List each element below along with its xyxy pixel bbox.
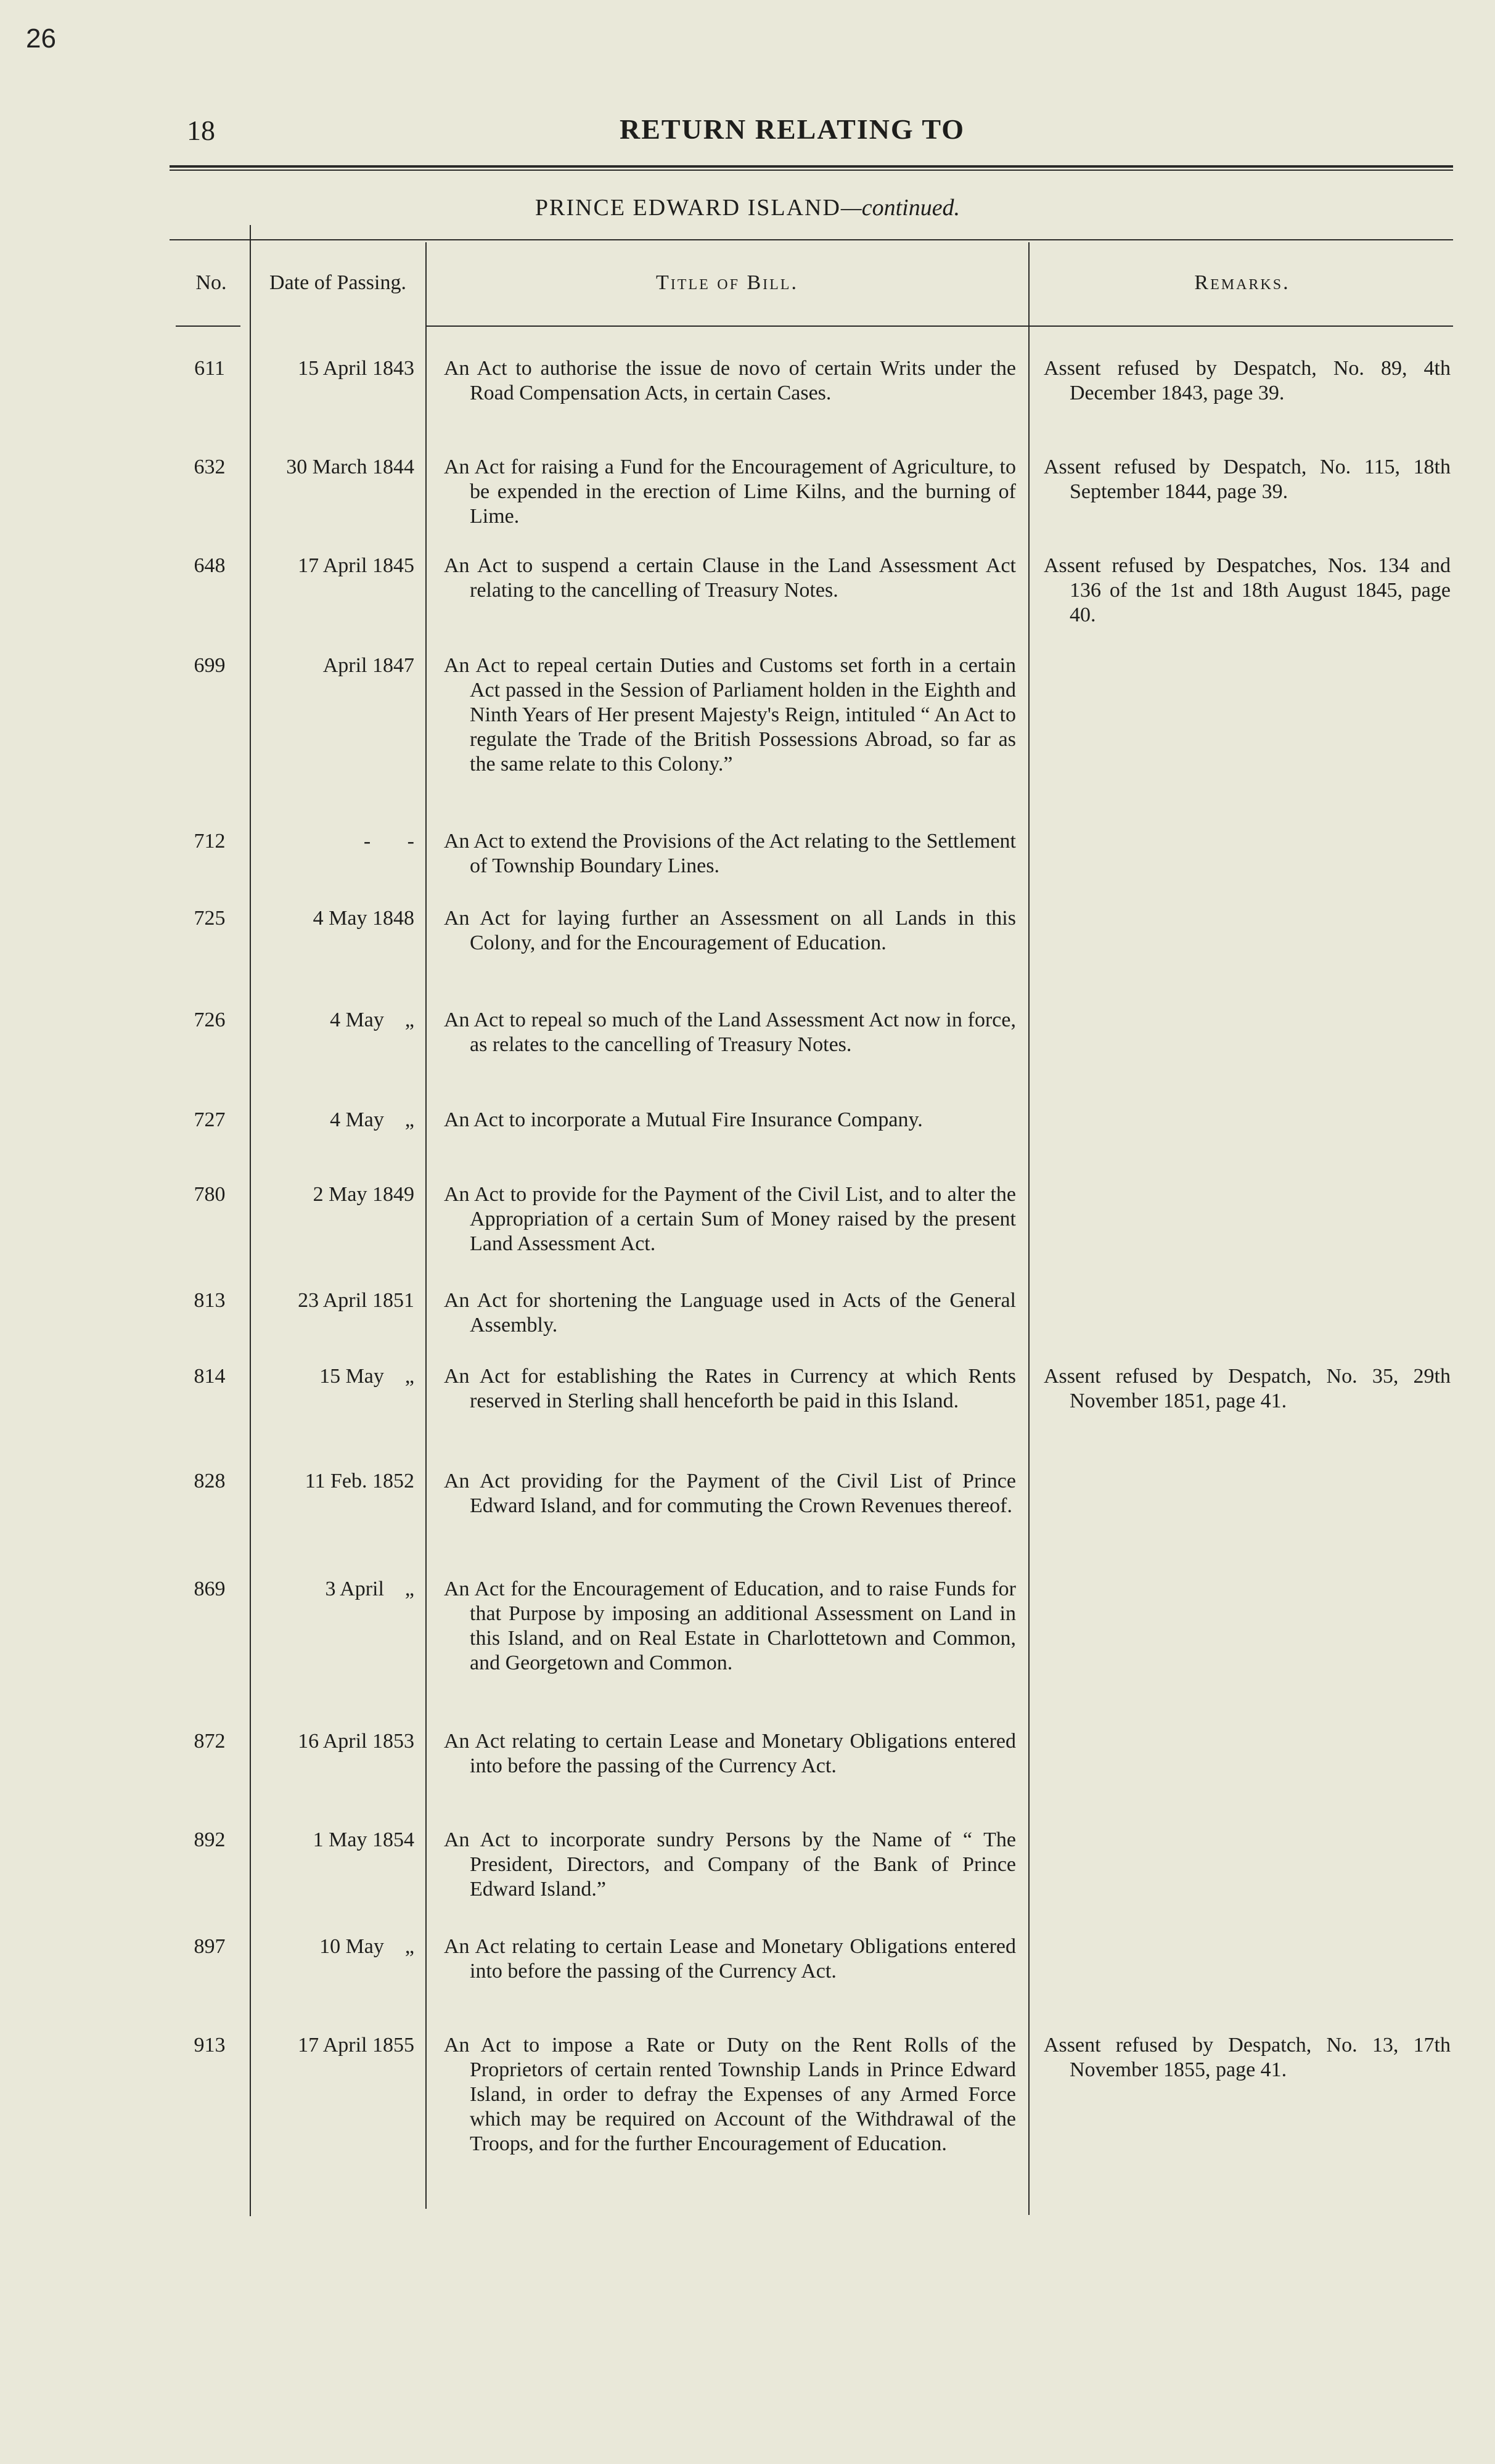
- row-title: An Act to incorporate sundry Persons by the Name of “ The President, Directors, and Company of the Bank of Prince Edward Island.”: [444, 1828, 1016, 1901]
- header-title: Title of Bill.: [656, 271, 798, 294]
- row-title: An Act to suspend a certain Clause in the Land Assessment Act relating to the cancelling of Treasury Notes.: [444, 554, 1016, 602]
- header-no: No.: [195, 271, 227, 294]
- table-top-rule: [170, 239, 1453, 240]
- row-number: 726: [194, 1009, 226, 1031]
- row-title: An Act to repeal certain Duties and Customs set forth in a certain Act passed in the Session of Parliament holden in the Eighth and Ninth Years of Her present Majesty's Reign, intituled “ An Act to regulate the Trade of the British Possessions Abroad, so far as the same relate to this Colony.”: [444, 654, 1016, 776]
- row-date: 17 April 1845: [298, 554, 414, 577]
- header-rule-thick: [170, 165, 1453, 168]
- subtitle-continued: —continued.: [840, 195, 960, 221]
- row-remarks: Assent refused by Despatch, No. 13, 17th November 1855, page 41.: [1044, 2034, 1451, 2081]
- header-remarks: Remarks.: [1194, 271, 1290, 294]
- row-title: An Act relating to certain Lease and Monetary Obligations entered into before the passing of the Currency Act.: [444, 1935, 1016, 1983]
- row-date: 17 April 1855: [298, 2034, 414, 2057]
- page-number: 18: [187, 115, 215, 146]
- row-number: 869: [194, 1578, 226, 1600]
- row-date: 4 May „: [330, 1108, 414, 1131]
- row-date: 11 Feb. 1852: [305, 1470, 414, 1492]
- header-bottom-rule-no: [176, 325, 240, 327]
- row-number: 611: [194, 357, 225, 380]
- row-number: 828: [194, 1470, 226, 1492]
- row-date: - -: [363, 830, 414, 853]
- row-number: 727: [194, 1108, 226, 1131]
- row-remarks: Assent refused by Despatch, No. 89, 4th December 1843, page 39.: [1044, 357, 1451, 404]
- subtitle-main: PRINCE EDWARD ISLAND: [535, 195, 841, 221]
- row-number: 632: [194, 456, 226, 478]
- table-subtitle: [0, 194, 1495, 221]
- column-divider-no-date: [250, 225, 251, 2216]
- row-title: An Act to repeal so much of the Land Assessment Act now in force, as relates to the cancelling of Treasury Notes.: [444, 1009, 1016, 1056]
- row-number: 725: [194, 907, 226, 930]
- row-number: 897: [194, 1935, 226, 1958]
- row-title: An Act for the Encouragement of Education, and to raise Funds for that Purpose by imposing an additional Assessment on Land in this Island, and on Real Estate in Charlottetown and Common, and Georgetown and Common.: [444, 1578, 1016, 1674]
- row-title: An Act providing for the Payment of the Civil List of Prince Edward Island, and for commuting the Crown Revenues thereof.: [444, 1470, 1016, 1517]
- row-remarks: Assent refused by Despatch, No. 115, 18th September 1844, page 39.: [1044, 456, 1451, 503]
- row-date: 3 April „: [325, 1578, 414, 1600]
- header-date: Date of Passing.: [269, 271, 406, 294]
- row-number: 712: [194, 830, 226, 853]
- running-head: RETURN RELATING TO: [620, 113, 965, 145]
- column-divider-date-title: [425, 242, 427, 2209]
- row-number: 892: [194, 1828, 226, 1851]
- scan-page-number: 26: [26, 23, 56, 54]
- row-title: An Act for shortening the Language used in Acts of the General Assembly.: [444, 1289, 1016, 1336]
- header-bottom-rule-main: [425, 325, 1453, 327]
- row-title: An Act for raising a Fund for the Encouragement of Agriculture, to be expended in the erection of Lime Kilns, and the burning of Lime.: [444, 456, 1016, 528]
- row-date: 4 May „: [330, 1009, 414, 1031]
- row-date: 1 May 1854: [313, 1828, 414, 1851]
- row-title: An Act for establishing the Rates in Currency at which Rents reserved in Sterling shall henceforth be paid in this Island.: [444, 1365, 1016, 1412]
- column-divider-title-remarks: [1028, 242, 1030, 2215]
- row-title: An Act to authorise the issue de novo of certain Writs under the Road Compensation Acts, in certain Cases.: [444, 357, 1016, 404]
- row-date: 16 April 1853: [298, 1730, 414, 1753]
- row-date: 15 May „: [319, 1365, 414, 1388]
- row-date: 23 April 1851: [298, 1289, 414, 1312]
- row-title: An Act relating to certain Lease and Monetary Obligations entered into before the passing of the Currency Act.: [444, 1730, 1016, 1777]
- row-number: 872: [194, 1730, 226, 1753]
- row-title: An Act to impose a Rate or Duty on the Rent Rolls of the Proprietors of certain rented Township Lands in Prince Edward Island, in order to defray the Expenses of any Armed Force which may be required on Account of the Withdrawal of the Troops, and for the further Encouragement of Education.: [444, 2034, 1016, 2155]
- row-title: An Act for laying further an Assessment on all Lands in this Colony, and for the Encouragement of Education.: [444, 907, 1016, 954]
- row-date: 10 May „: [319, 1935, 414, 1958]
- row-date: 2 May 1849: [313, 1183, 414, 1206]
- row-number: 814: [194, 1365, 226, 1388]
- header-rule-thin: [170, 170, 1453, 171]
- row-date: 15 April 1843: [298, 357, 414, 380]
- row-remarks: Assent refused by Despatches, Nos. 134 and 136 of the 1st and 18th August 1845, page 40.: [1044, 554, 1451, 626]
- row-title: An Act to provide for the Payment of the Civil List, and to alter the Appropriation of a certain Sum of Money raised by the present Land Assessment Act.: [444, 1183, 1016, 1255]
- row-title: An Act to extend the Provisions of the Act relating to the Settlement of Township Boundary Lines.: [444, 830, 1016, 877]
- row-number: 648: [194, 554, 226, 577]
- row-number: 699: [194, 654, 226, 677]
- row-date: 30 March 1844: [286, 456, 414, 478]
- row-number: 780: [194, 1183, 226, 1206]
- row-title: An Act to incorporate a Mutual Fire Insurance Company.: [444, 1108, 923, 1131]
- row-number: 913: [194, 2034, 226, 2057]
- row-date: April 1847: [322, 654, 414, 677]
- row-remarks: Assent refused by Despatch, No. 35, 29th November 1851, page 41.: [1044, 1365, 1451, 1412]
- row-number: 813: [194, 1289, 226, 1312]
- row-date: 4 May 1848: [313, 907, 414, 930]
